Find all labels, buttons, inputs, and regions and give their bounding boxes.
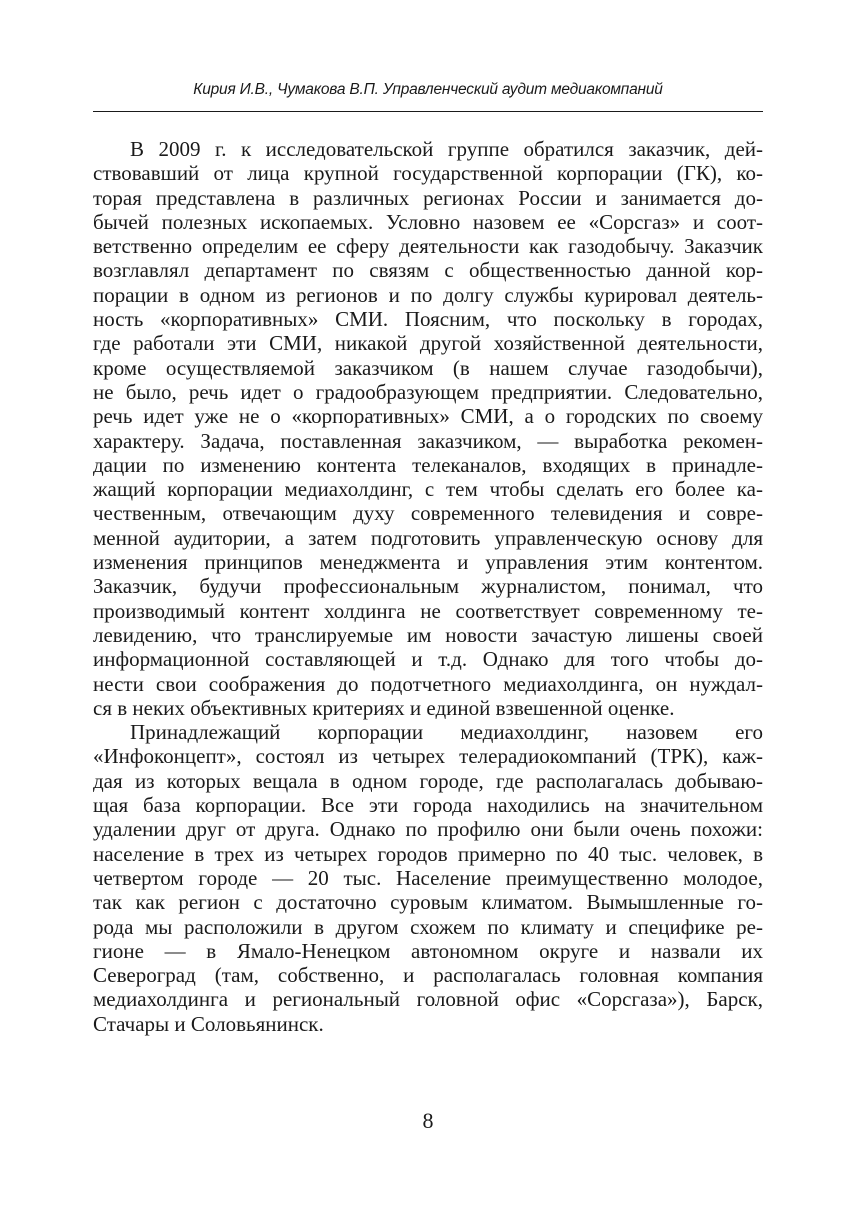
text-line: чественным, отвечающим духу современного телевидения и совре-	[93, 501, 763, 526]
text-line: не было, речь идет о градообразующем предприятии. Следовательно,	[93, 379, 763, 404]
text-line: возглавлял департамент по связям с общественностью данной кор-	[93, 258, 763, 283]
text-line: менной аудитории, а затем подготовить управленческую основу для	[93, 525, 763, 550]
text-line: производимый контент холдинга не соответствует современному те-	[93, 598, 763, 623]
text-line: В 2009 г. к исследовательской группе обратился заказчик, дей-	[130, 137, 763, 161]
text-line: торая представлена в различных регионах России и занимается до-	[93, 185, 763, 210]
text-line: кроме осуществляемой заказчиком (в нашем случае газодобычи),	[93, 355, 763, 380]
text-line: где работали эти СМИ, никакой другой хозяйственной деятельности,	[93, 331, 763, 356]
text-line: рода мы расположили в другом схожем по климату и специфике ре-	[93, 914, 763, 939]
text-line: левидению, что транслируемые им новости зачастую лишены своей	[93, 622, 763, 647]
header-divider	[93, 111, 763, 112]
text-line: так как регион с достаточно суровым климатом. Вымышленные го-	[93, 890, 763, 915]
text-line: дая из которых вещала в одном городе, где располагалась добываю-	[93, 768, 763, 793]
text-line: ся в неких объективных критериях и единой взвешенной оценке.	[93, 695, 675, 720]
text-line: удалении друг от друга. Однако по профилю они были очень похожи:	[93, 817, 763, 842]
text-line: Стачары и Соловьянинск.	[93, 1011, 324, 1036]
text-line: ветственно определим ее сферу деятельности как газодобычу. Заказчик	[93, 234, 763, 259]
text-line: медиахолдинга и региональный головной офис «Сорсгаза»), Барск,	[93, 987, 763, 1012]
text-line: четвертом городе — 20 тыс. Население преимущественно молодое,	[93, 865, 763, 890]
text-line: «Инфоконцепт», состоял из четырех телерадиокомпаний (ТРК), каж-	[93, 744, 763, 769]
text-line: характеру. Задача, поставленная заказчиком, — выработка рекомен-	[93, 428, 763, 453]
text-line: информационной составляющей и т.д. Однако для того чтобы до-	[93, 647, 763, 672]
paragraph-1	[93, 137, 763, 720]
text-line: Заказчик, будучи профессиональным журналистом, понимал, что	[93, 574, 763, 599]
text-line: ность «корпоративных» СМИ. Поясним, что поскольку в городах,	[93, 307, 763, 332]
text-line: порации в одном из регионов и по долгу службы курировал деятель-	[93, 282, 763, 307]
text-line: речь идет уже не о «корпоративных» СМИ, а о городских по своему	[93, 404, 763, 429]
text-line: жащий корпорации медиахолдинг, с тем чтобы сделать его более ка-	[93, 477, 763, 502]
text-line: нести свои соображения до подотчетного медиахолдинга, он нуждал-	[93, 671, 763, 696]
text-line: щая база корпорации. Все эти города находились на значительном	[93, 793, 763, 818]
body-text	[93, 137, 763, 1036]
text-line: Североград (там, собственно, и располагалась головная компания	[93, 963, 763, 988]
page-number: 8	[422, 1108, 434, 1133]
text-line: Принадлежащий корпорации медиахолдинг, назовем его	[130, 720, 763, 745]
text-line: гионе — в Ямало-Ненецком автономном округе и назвали их	[93, 938, 763, 963]
text-line: бычей полезных ископаемых. Условно назовем ее «Сорсгаз» и соот-	[93, 209, 763, 234]
paragraph-2	[93, 720, 763, 1036]
text-line: дации по изменению контента телеканалов, входящих в принадле-	[93, 452, 763, 477]
text-line: население в трех из четырех городов примерно по 40 тыс. человек, в	[93, 841, 763, 866]
running-header: Кирия И.В., Чумакова В.П. Управленческий аудит медиакомпаний	[193, 81, 663, 98]
text-line: изменения принципов менеджмента и управления этим контентом.	[93, 550, 763, 575]
text-line: ствовавший от лица крупной государственной корпорации (ГК), ко-	[93, 161, 763, 186]
